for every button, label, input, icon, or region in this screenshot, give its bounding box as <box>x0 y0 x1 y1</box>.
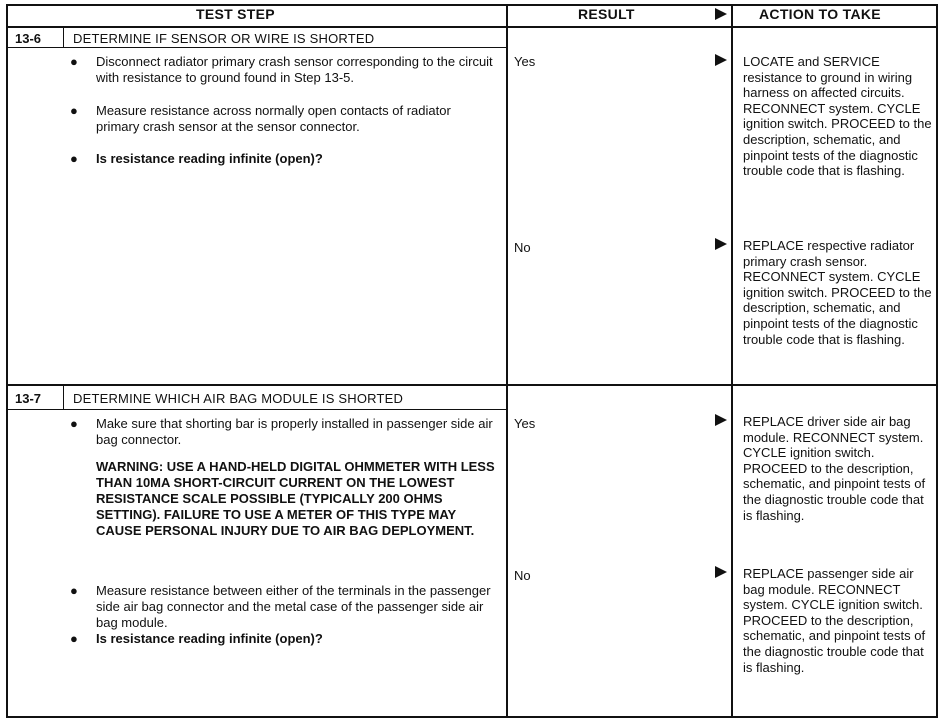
step-bullet: ● Disconnect radiator primary crash sensor corresponding to the circuit with resistance to ground found in Step 13-5. <box>70 54 493 85</box>
step-13-7-number-divider <box>63 385 64 410</box>
action-text: REPLACE driver side air bag module. RECONNECT system. CYCLE ignition switch. PROCEED to the description, schematic, and pinpoint tests of the diagnostic trouble code that is flashing. <box>743 414 926 523</box>
arrow-icon <box>715 566 727 578</box>
header-test-step: TEST STEP <box>196 6 275 22</box>
bullet-icon: ● <box>70 54 78 69</box>
bullet-icon: ● <box>70 103 78 118</box>
bullet-icon: ● <box>70 151 78 166</box>
header-arrow-icon <box>715 8 727 20</box>
step-number: 13-6 <box>15 31 42 46</box>
step-bullet: ● Make sure that shorting bar is properly installed in passenger side air bag connector. <box>70 416 493 447</box>
table-left-border <box>6 4 8 718</box>
step-question: ● Is resistance reading infinite (open)? <box>70 631 323 646</box>
result-no: No <box>514 568 531 583</box>
table-right-border <box>936 4 938 718</box>
step-13-7-title-rule <box>6 409 506 410</box>
warning-text: WARNING: USE A HAND-HELD DIGITAL OHMMETER WITH LESS THAN 10MA SHORT-CIRCUIT CURRENT ON THE LOWEST RESISTANCE SCALE POSSIBLE (TYPICALLY 200 OHMS SETTING). FAILURE TO USE A METER OF THIS TYPE MAY CAUSE PERSONAL INJURY DUE TO AIR BAG DEPLOYMENT. <box>96 459 495 538</box>
arrow-icon <box>715 414 727 426</box>
bullet-icon: ● <box>70 631 78 646</box>
action-text: REPLACE passenger side air bag module. RECONNECT system. CYCLE ignition switch. PROCEED to the description, schematic, and pinpoint tests of the diagnostic trouble code that is flashing. <box>743 566 926 675</box>
arrow-icon <box>715 238 727 250</box>
result-yes: Yes <box>514 54 536 69</box>
action-column-divider <box>731 4 733 718</box>
bullet-icon: ● <box>70 416 78 431</box>
bullet-icon: ● <box>70 583 78 598</box>
result-yes: Yes <box>514 416 536 431</box>
step-bullet: ● Measure resistance across normally open contacts of radiator primary crash sensor at the sensor connector. <box>70 103 451 134</box>
result-no: No <box>514 240 531 255</box>
step-title: DETERMINE WHICH AIR BAG MODULE IS SHORTED <box>73 391 404 406</box>
arrow-icon <box>715 54 727 66</box>
table-bottom-border <box>6 716 938 718</box>
action-text: LOCATE and SERVICE resistance to ground in wiring harness on affected circuits. RECONNECT system. CYCLE ignition switch. PROCEED to the description, schematic, and pinpoint tests of the diagnostic trouble code that is flashing. <box>743 54 932 179</box>
step-separator <box>6 384 938 386</box>
action-text: REPLACE respective radiator primary crash sensor. RECONNECT system. CYCLE ignition switch. PROCEED to the description, schematic, and pinpoint tests of the diagnostic trouble code that is flashing. <box>743 238 932 347</box>
step-13-6-title-rule <box>6 47 506 48</box>
step-question: ● Is resistance reading infinite (open)? <box>70 151 323 166</box>
step-number: 13-7 <box>15 391 42 406</box>
header-action: ACTION TO TAKE <box>759 6 881 22</box>
step-13-6-number-divider <box>63 27 64 48</box>
step-bullet: ● Measure resistance between either of the terminals in the passenger side air bag connector and the metal case of the passenger side air bag module. <box>70 583 491 630</box>
step-title: DETERMINE IF SENSOR OR WIRE IS SHORTED <box>73 31 375 46</box>
header-bottom-border <box>6 26 938 28</box>
header-result: RESULT <box>578 6 635 22</box>
result-column-divider <box>506 4 508 718</box>
